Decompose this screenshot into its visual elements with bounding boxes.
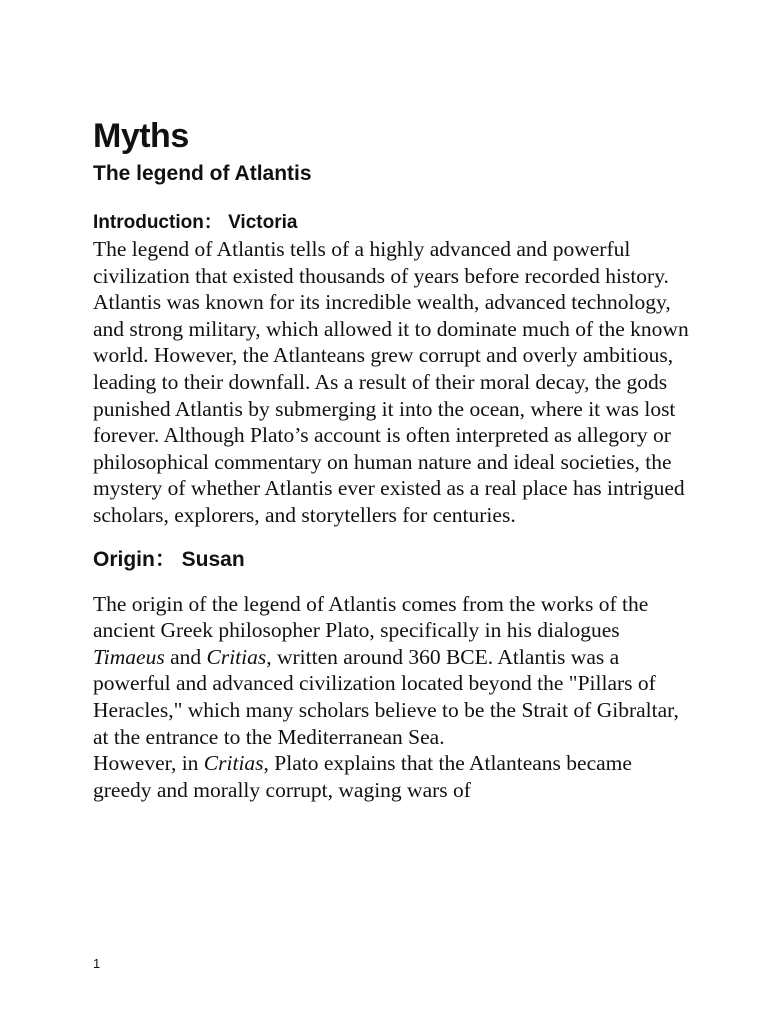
page-number: 1 bbox=[93, 956, 101, 971]
work-title-critias: Critias bbox=[206, 644, 267, 669]
origin-p1-text-2: and bbox=[164, 644, 207, 669]
origin-paragraph-1 bbox=[93, 591, 693, 751]
document-title: Myths bbox=[93, 117, 189, 155]
section-heading-introduction: Introduction： Victoria bbox=[93, 212, 298, 233]
document-subtitle: The legend of Atlantis bbox=[93, 162, 312, 185]
section-heading-origin: Origin： Susan bbox=[93, 547, 245, 571]
origin-p2-text-1: However, in bbox=[93, 751, 204, 776]
origin-p1-text-1: The origin of the legend of Atlantis comes from the works of the ancient Greek philosopher Plato, specifically in his dialogues bbox=[93, 591, 649, 643]
origin-p2-text-2: , Plato explains that the Atlanteans became greedy and morally corrupt, waging wars of bbox=[93, 751, 632, 802]
work-title-timaeus: Timaeus bbox=[93, 644, 165, 669]
origin-paragraph-2 bbox=[93, 750, 693, 803]
introduction-paragraph: The legend of Atlantis tells of a highly advanced and powerful civilization that existed thousands of years before recorded history. Atlantis was known for its incredible wealth, advanced technology, and strong military, which allowed it to dominate much of the known world. However, the Atlanteans grew corrupt and overly ambitious, leading to their downfall. As a result of their moral decay, the gods punished Atlantis by submerging it into the ocean, where it was lost forever. Although Plato’s account is often interpreted as allegory or philosophical commentary on human nature and ideal societies, the mystery of whether Atlantis ever existed as a real place has intrigued scholars, explorers, and storytellers for centuries. bbox=[93, 237, 689, 527]
document-page bbox=[93, 116, 693, 803]
work-title-critias-2: Critias bbox=[203, 751, 264, 776]
origin-p1-text-3: , written around 360 BCE. Atlantis was a powerful and advanced civilization located beyond the "Pillars of Heracles," which many scholars believe to be the Strait of Gibraltar, at the entrance to the Mediterranean Sea. bbox=[93, 644, 679, 749]
